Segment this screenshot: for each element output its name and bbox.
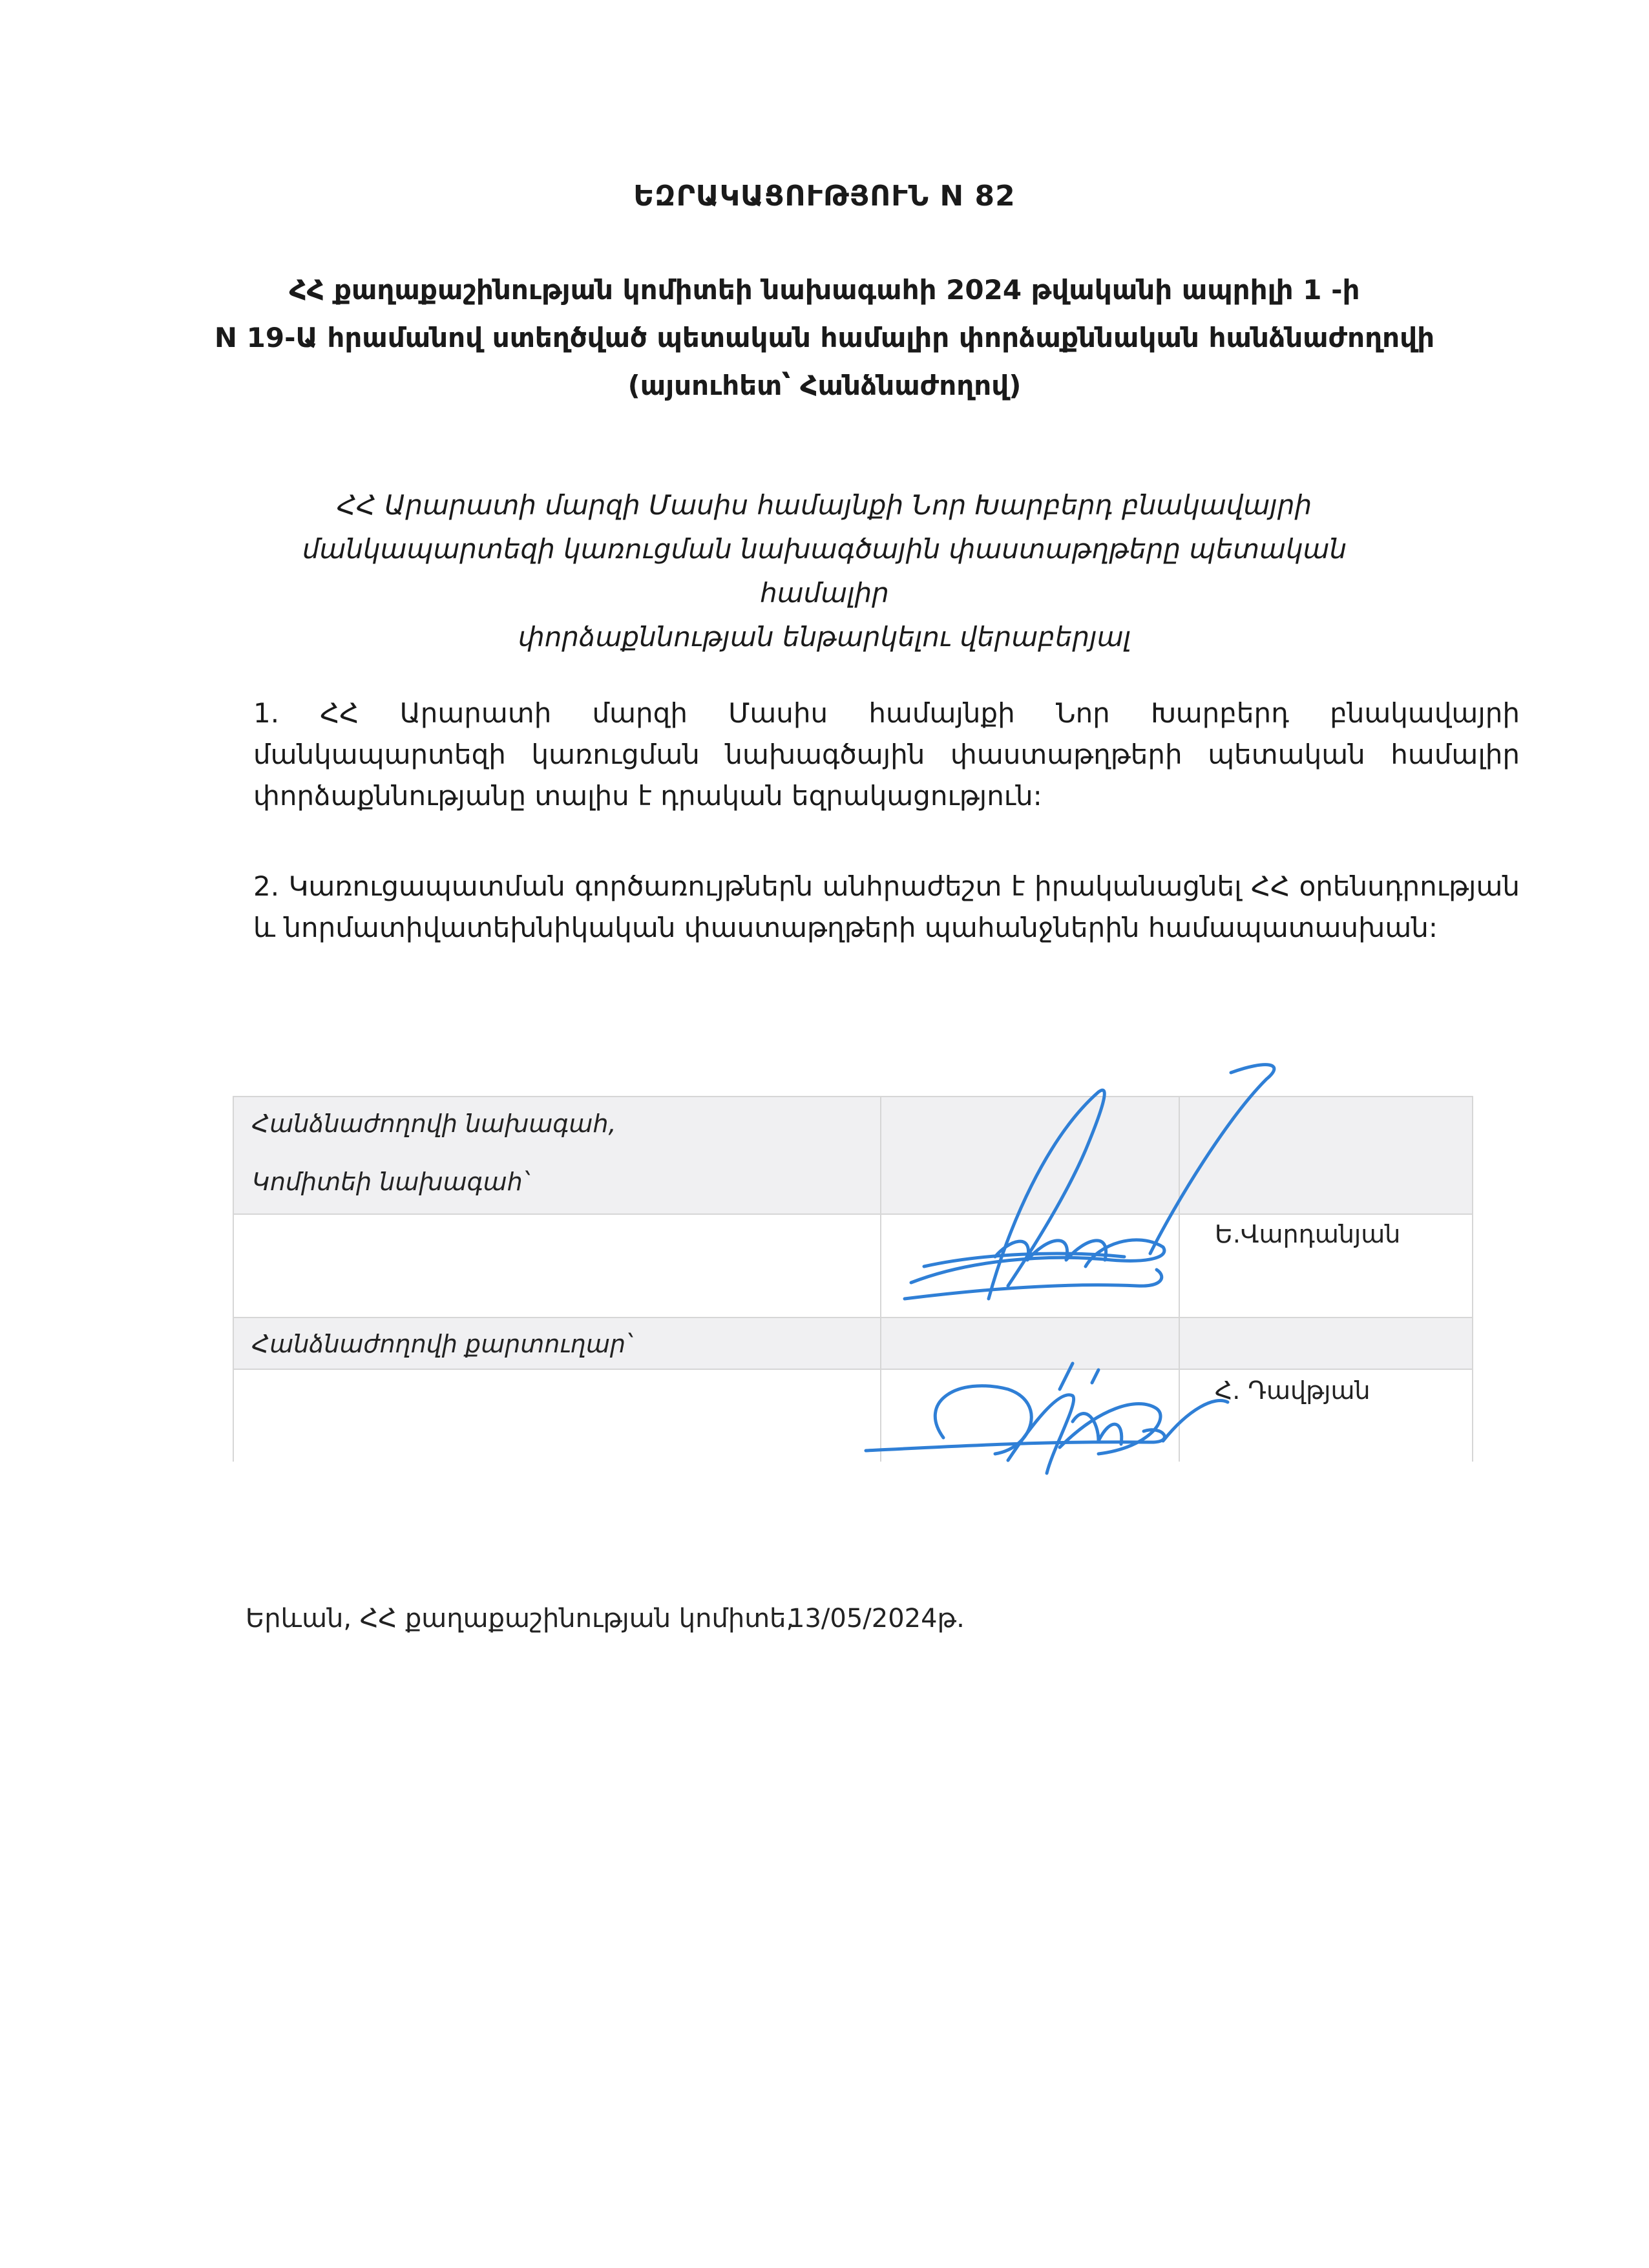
- clause-1: 1. ՀՀ Արարատի մարզի Մասիս համայնքի Նոր Խարբերդ բնակավայրի մանկապարտեզի կառուցման նախագծային փաստաթղթերի պետական համալիր փորձաքննությանը տալիս է դրական եզրակացություն:: [253, 697, 1520, 812]
- document-title: ԵԶՐԱԿԱՑՈՒԹՅՈՒՆ N 82: [633, 180, 1016, 213]
- footer-date: 13/05/2024թ.: [788, 1604, 965, 1633]
- subject-line: փորձաքննության ենթարկելու վերաբերյալ: [518, 621, 1131, 653]
- subtitle-line: ՀՀ քաղաքաշինության կոմիտեի նախագահի 2024 թվականի ապրիլի 1 -ի: [289, 274, 1360, 306]
- subtitle-line: (այսուհետ՝ Հանձնաժողով): [627, 370, 1022, 401]
- footer-place: Երևան, ՀՀ քաղաքաշինության կոմիտե,: [246, 1604, 795, 1633]
- chair-name: Ե.Վարդանյան: [1215, 1220, 1401, 1248]
- secretary-role: Հանձնաժողովի քարտուղար՝: [252, 1330, 632, 1358]
- document-footer: [246, 1604, 965, 1633]
- subject-line: մանկապարտեզի կառուցման նախագծային փաստաթղթերը պետական համալիր: [302, 533, 1347, 609]
- chair-role-line: Հանձնաժողովի նախագահ,: [252, 1109, 616, 1138]
- subject-line: ՀՀ Արարատի մարզի Մասիս համայնքի Նոր Խարբերդ բնակավայրի: [337, 489, 1312, 521]
- chair-role: [252, 1095, 616, 1211]
- document-subject: [258, 483, 1391, 659]
- document-subtitle: [194, 266, 1455, 410]
- subtitle-line: N 19-Ա հրամանով ստեղծված պետական համալիր փորձաքննական հանձնաժողովի: [214, 322, 1435, 353]
- clause-2: 2. Կառուցապատման գործառույթներն անհրաժեշտ է իրականացնել ՀՀ օրենսդրության և նորմատիվատեխնիկական փաստաթղթերի պահանջներին համապատասխան:: [253, 870, 1520, 943]
- chair-role-line: Կոմիտեի նախագահ՝: [252, 1168, 529, 1196]
- secretary-name: Հ. Դավթյան: [1215, 1376, 1371, 1405]
